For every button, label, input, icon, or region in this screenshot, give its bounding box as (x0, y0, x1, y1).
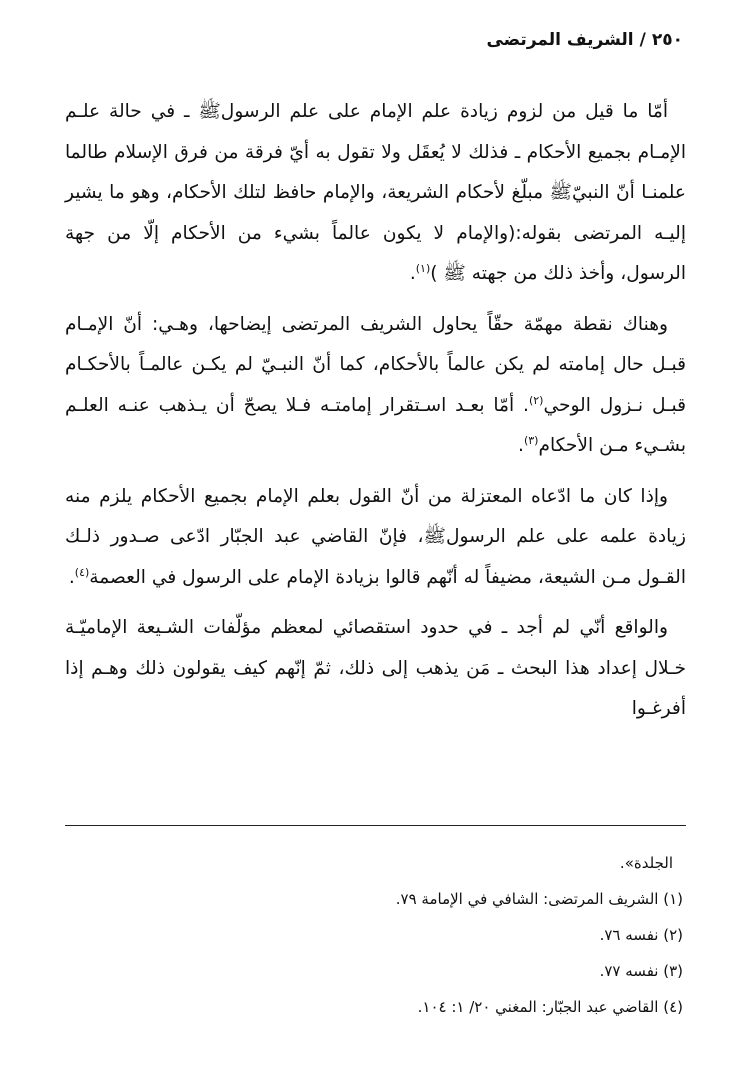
paragraph-4-text: والواقع أنّي لم أجد ـ في حدود استقصائي لمعظم مؤلّفات الشـيعة الإماميّـة خـلال إعداد هذا البحث ـ مَن يذهب إلى ذلك، ثمّ إنّهم كيف يقولون ذلك وهـم إذا أفرغـوا (65, 617, 686, 719)
running-header (486, 30, 683, 50)
footnote-4: (٤) القاضي عبد الجبّار: المغني ٢٠/ ١: ١٠٤. (417, 998, 683, 1016)
paragraph-2-text-b: . أمّا بعـد اسـتقرار إمامتـه فـلا يصحّ أن يـذهب عنـه العلـم بشـيء مـن الأحكام (65, 394, 686, 456)
footnote-ref-1: (١) (415, 261, 431, 275)
paragraph-2-end: . (518, 435, 524, 456)
footnote-continuation: الجلدة». (619, 854, 673, 872)
page-number: ٢٥٠ (651, 30, 683, 50)
footnote-2: (٢) نفسه ٧٦. (599, 926, 683, 944)
footnotes (65, 845, 683, 1025)
paragraph-2-text-a: وهناك نقطة مهمّة حقّاً يحاول الشريف المرتضى إيضاحها، وهـي: أنّ الإمـام قبـل حال إمامته لم يكن عالماً بالأحكام، كما أنّ النبـيّ لم يكـن عالمـاً بالأحكـام قبـل نـزول الوحي (65, 313, 686, 416)
paragraph-3-end: . (68, 566, 75, 588)
paragraph-3 (65, 477, 686, 599)
footnote-1: (١) الشريف المرتضى: الشافي في الإمامة ٧٩. (395, 890, 683, 908)
paragraph-1-text: أمّا ما قيل من لزوم زيادة علم الإمام على علم الرسولﷺ ـ في حالة علـم الإمـام بجميع الأحكام ـ فذلك لا يُعقَل ولا تقول به أيّ فرقة من فرق الإسلام طالما علمنـا أنّ النبيّﷺ مبلّغ لأحكام الشريعة، والإمام حافظ لتلك الأحكام، وهو ما يشير إليـه المرتضى بقوله:(والإمام لا يكون عالماً بشيء من الأحكام إلّا من جهة الرسول، وأخذ ذلك من جهته ﷺ ) (65, 101, 686, 284)
main-text (65, 92, 686, 740)
footnote-divider (65, 825, 686, 826)
paragraph-1-end: . (409, 263, 416, 284)
paragraph-3-text: وإذا كان ما ادّعاه المعتزلة من أنّ القول بعلم الإمام بجميع الأحكام يلزم منه زيادة علمه على علم الرسولﷺ، فإنّ القاضي عبد الجبّار ادّعى صـدور ذلـك القـول مـن الشيعة، مضيفاً له أنّهم قالوا بزيادة الإمام على الرسول في العصمة (65, 485, 686, 588)
footnote-ref-2: (٢) (528, 393, 544, 407)
footnote-3: (٣) نفسه ٧٧. (599, 962, 683, 980)
running-title: الشريف المرتضى (486, 30, 634, 50)
paragraph-1 (65, 92, 686, 295)
paragraph-2 (65, 305, 686, 467)
footnote-ref-4: (٤) (74, 565, 90, 579)
header-separator: / (639, 30, 646, 50)
footnote-ref-3: (٣) (523, 433, 539, 447)
paragraph-4 (65, 608, 686, 730)
